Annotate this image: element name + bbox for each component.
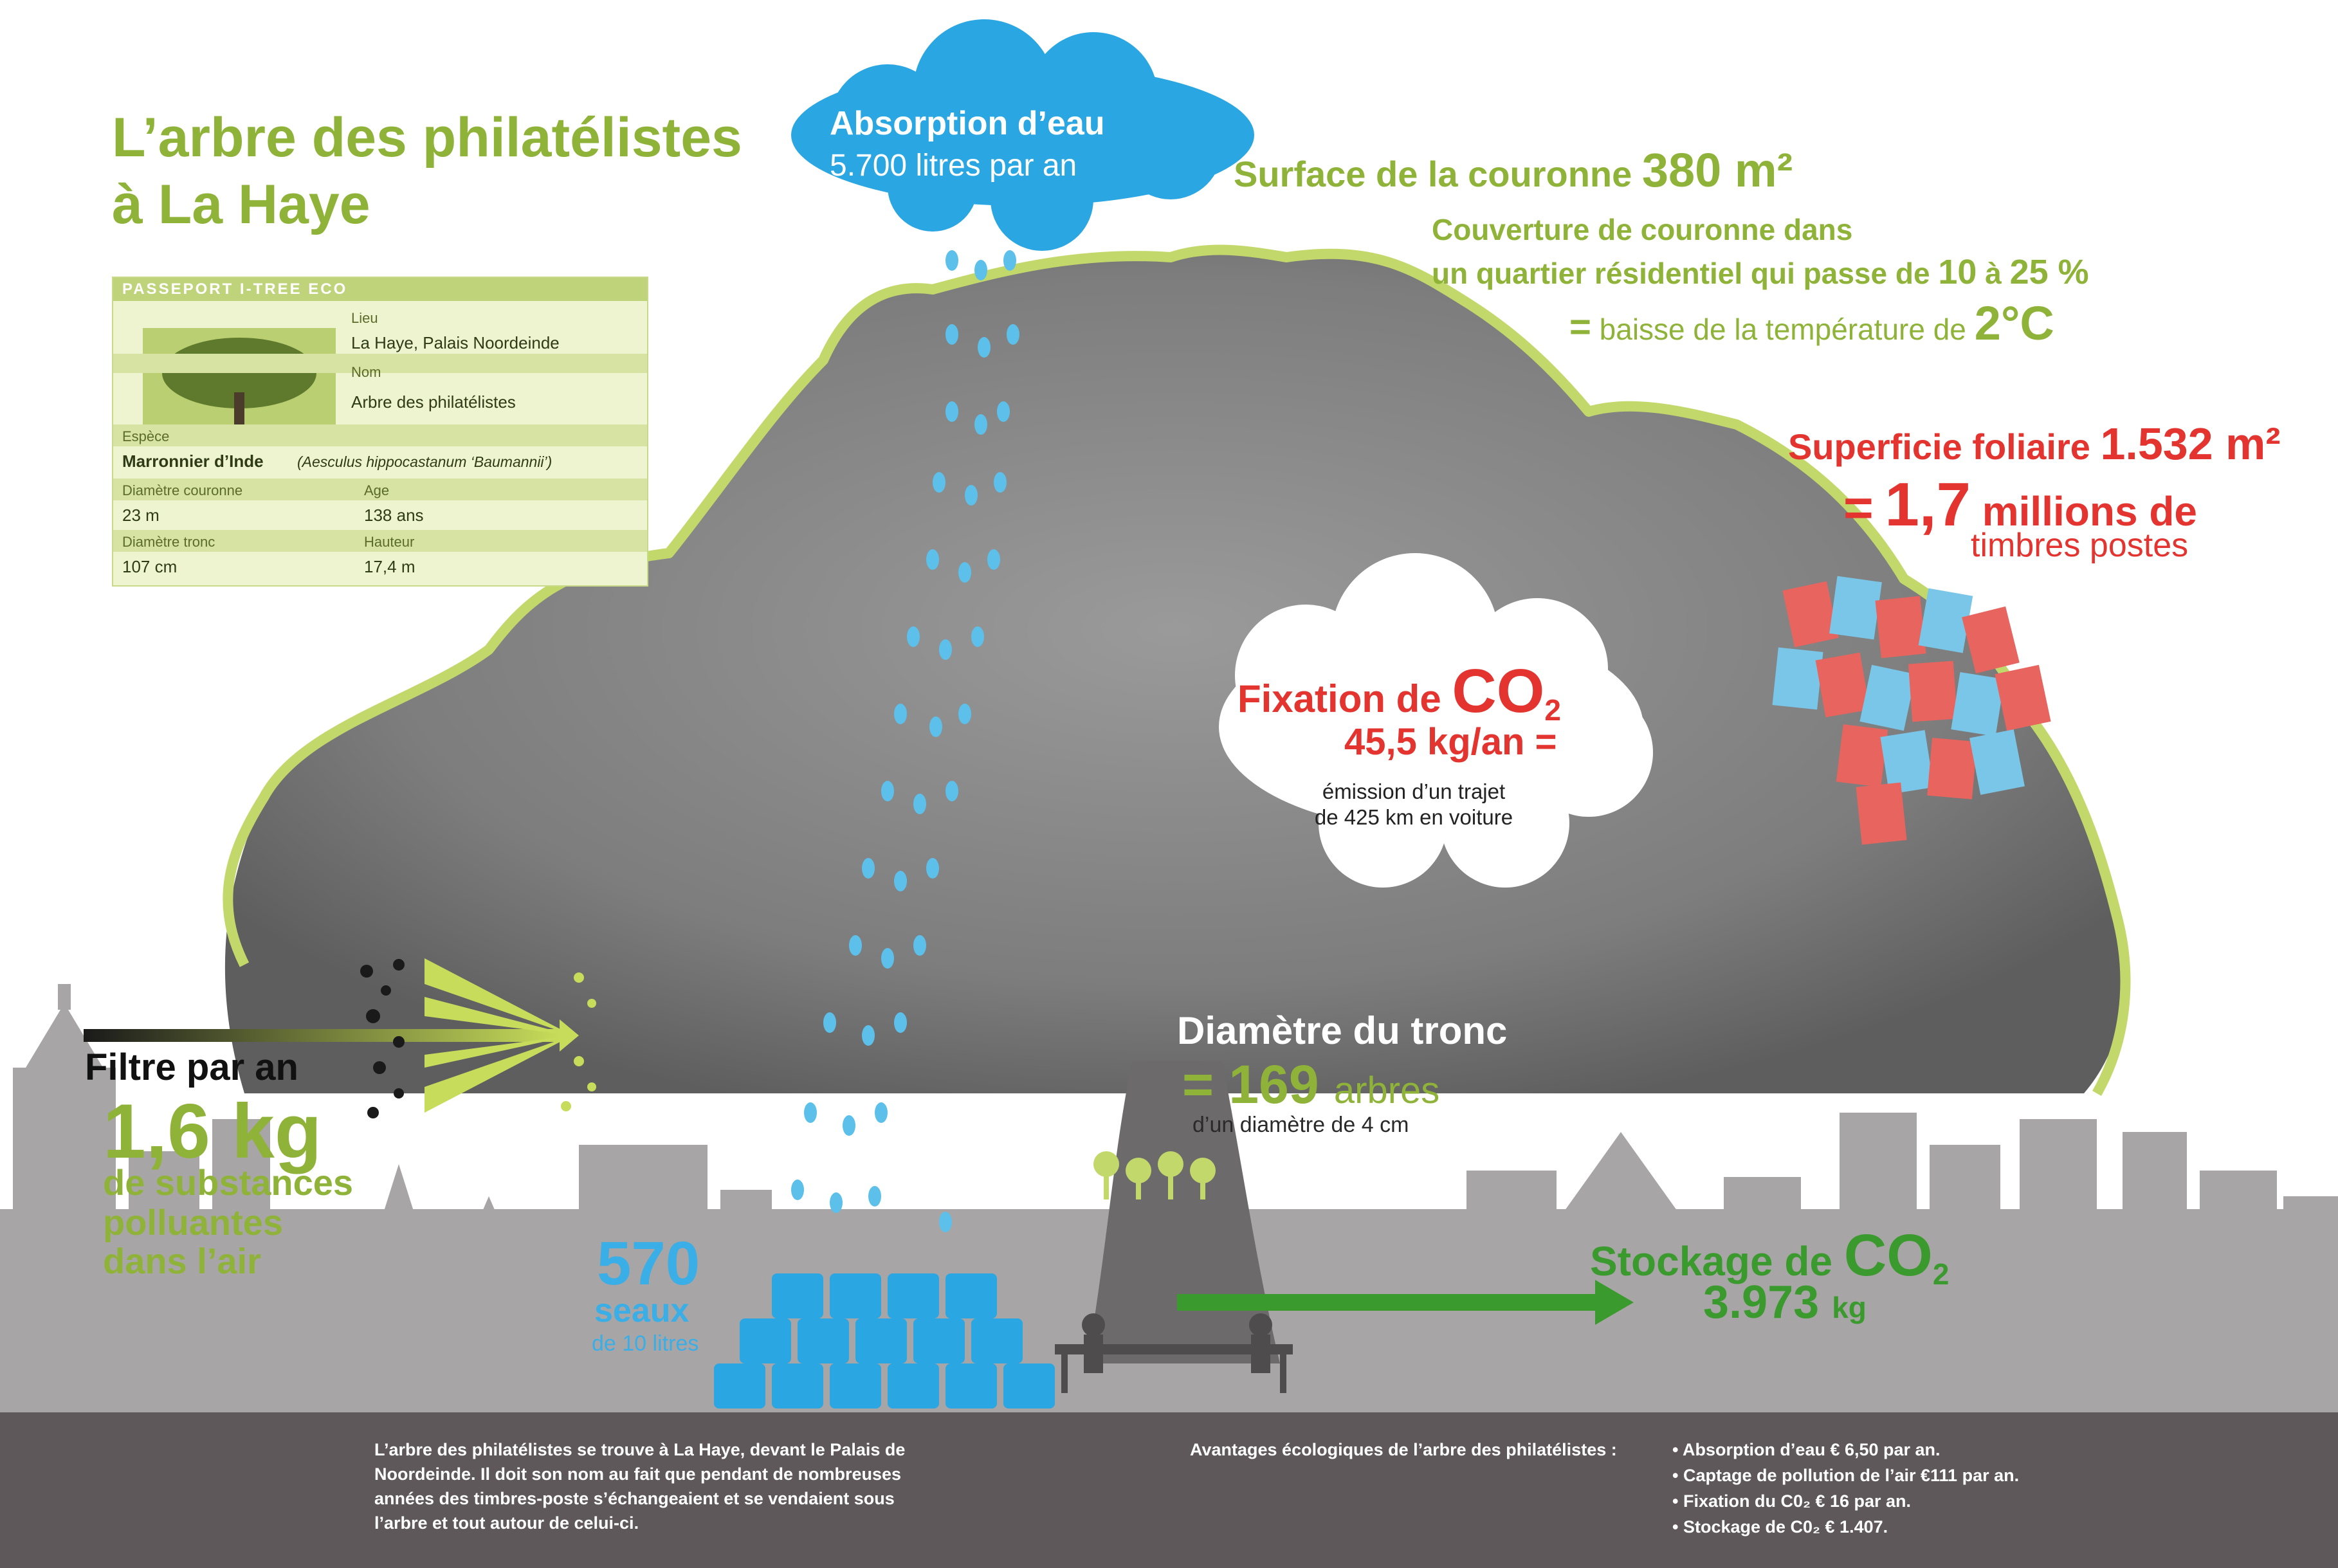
nom-label: Nom [351, 364, 381, 380]
leaf-big: 1,7 [1885, 470, 1971, 539]
diam-couronne-label: Diamètre couronne [122, 482, 243, 498]
lieu-value: La Haye, Palais Noordeinde [351, 333, 560, 352]
crown-label: Surface de la couronne [1234, 154, 1632, 194]
leaf-eq: = [1843, 479, 1874, 536]
diam-couronne-value: 23 m [122, 506, 160, 525]
storage-value: 3.973 [1703, 1277, 1820, 1328]
coverage-from: 10 [1938, 253, 1977, 291]
passport-header: PASSEPORT I-TREE ECO [122, 280, 348, 298]
footer-bullet-2: • Captage de pollution de l’air €111 par an. [1672, 1466, 2020, 1485]
trunk-unit: arbres [1333, 1070, 1440, 1111]
trunk-sub: d’un diamètre de 4 cm [1192, 1113, 1409, 1137]
filter-line2: polluantes [103, 1202, 284, 1243]
filter-value: 1,6 kg [103, 1088, 322, 1174]
storage-co: CO [1843, 1223, 1933, 1288]
leaf-unit2: timbres postes [1971, 527, 2189, 564]
co2fix-desc1: émission d’un trajet [1322, 779, 1506, 803]
co2fix-desc2: de 425 km en voiture [1314, 805, 1513, 829]
crown-value: 380 m² [1641, 143, 1793, 197]
page-title-line2: à La Haye [112, 174, 370, 235]
hauteur-label: Hauteur [364, 534, 415, 550]
footer-bullet-3: • Fixation du C0₂ € 16 par an. [1672, 1491, 1912, 1511]
water-value: 5.700 litres par an [830, 149, 1077, 183]
co2fix-value: 45,5 kg/an = [1344, 721, 1557, 763]
footer-left-4: l’arbre et tout autour de celui-ci. [374, 1513, 639, 1533]
hauteur-value: 17,4 m [364, 557, 416, 576]
leaf-area [1788, 418, 2281, 469]
footer-avantages-label: Avantages écologiques de l’arbre des philatélistes : [1190, 1440, 1617, 1459]
page-title-line1: L’arbre des philatélistes [112, 107, 742, 169]
trunk-title: Diamètre du tronc [1177, 1009, 1508, 1052]
trunk-eq: = 169 [1182, 1054, 1319, 1115]
co2fix-label: Fixation de [1237, 677, 1441, 720]
leaf-label: Superficie foliaire [1788, 426, 2090, 467]
coverage-eq: = [1569, 306, 1591, 348]
age-value: 138 ans [364, 506, 424, 525]
espece-value: Marronnier d’Inde [122, 451, 264, 471]
footer-left-1: L’arbre des philatélistes se trouve à La Haye, devant le Palais de [374, 1440, 906, 1459]
diam-tronc-label: Diamètre tronc [122, 534, 215, 550]
trunk-value [1182, 1053, 1439, 1116]
coverage-mid: à [1985, 257, 2002, 290]
espece-latin: (Aesculus hippocastanum ‘Baumannii’) [297, 453, 553, 470]
footer-bullet-4: • Stockage de C0₂ € 1.407. [1672, 1517, 1888, 1536]
storage-unit: kg [1832, 1291, 1867, 1324]
passport-band-espece [113, 424, 647, 446]
lieu-label: Lieu [351, 310, 378, 326]
coverage-temperature [1569, 296, 2054, 351]
co2fix-sub: 2 [1544, 693, 1561, 727]
passport-card [112, 277, 648, 587]
crown-surface [1234, 143, 1793, 197]
footer-band [0, 1412, 2338, 1568]
buckets-sub: de 10 litres [592, 1331, 699, 1356]
diam-tronc-value: 107 cm [122, 557, 178, 576]
temp-label: baisse de la température de [1599, 313, 1966, 346]
buckets-unit: seaux [594, 1292, 690, 1329]
leaf-value: 1.532 m² [2100, 419, 2281, 469]
coverage-line2 [1432, 252, 2089, 292]
buckets-value: 570 [597, 1229, 700, 1298]
footer-bullet-1: • Absorption d’eau € 6,50 par an. [1672, 1440, 1941, 1459]
temp-value: 2°C [1974, 296, 2054, 350]
footer-left-2: Noordeinde. Il doit son nom au fait que pendant de nombreuses [374, 1464, 902, 1484]
filter-line3: dans l’air [103, 1241, 261, 1281]
nom-value: Arbre des philatélistes [351, 392, 516, 412]
co2fix-co: CO [1452, 657, 1545, 725]
filter-title: Filtre par an [85, 1046, 298, 1088]
coverage-to: 25 % [2009, 253, 2089, 291]
filter-line1: de substances [103, 1162, 354, 1203]
tree-thumbnail [143, 328, 336, 431]
water-title: Absorption d’eau [830, 105, 1105, 142]
coverage-line2-text: un quartier résidentiel qui passe de [1432, 257, 1930, 290]
espece-label: Espèce [122, 428, 170, 444]
age-label: Age [364, 482, 390, 498]
storage-sub: 2 [1932, 1257, 1950, 1291]
storage-value-block [1703, 1276, 1867, 1329]
leaf-unit1: millions de [1982, 488, 2198, 534]
co2fix-title [1237, 656, 1561, 727]
coverage-line1: Couverture de couronne dans [1432, 213, 1853, 246]
footer-left-3: années des timbres-poste s’échangeaient et se vendaient sous [374, 1489, 895, 1508]
storage-label: Stockage de [1590, 1238, 1833, 1284]
